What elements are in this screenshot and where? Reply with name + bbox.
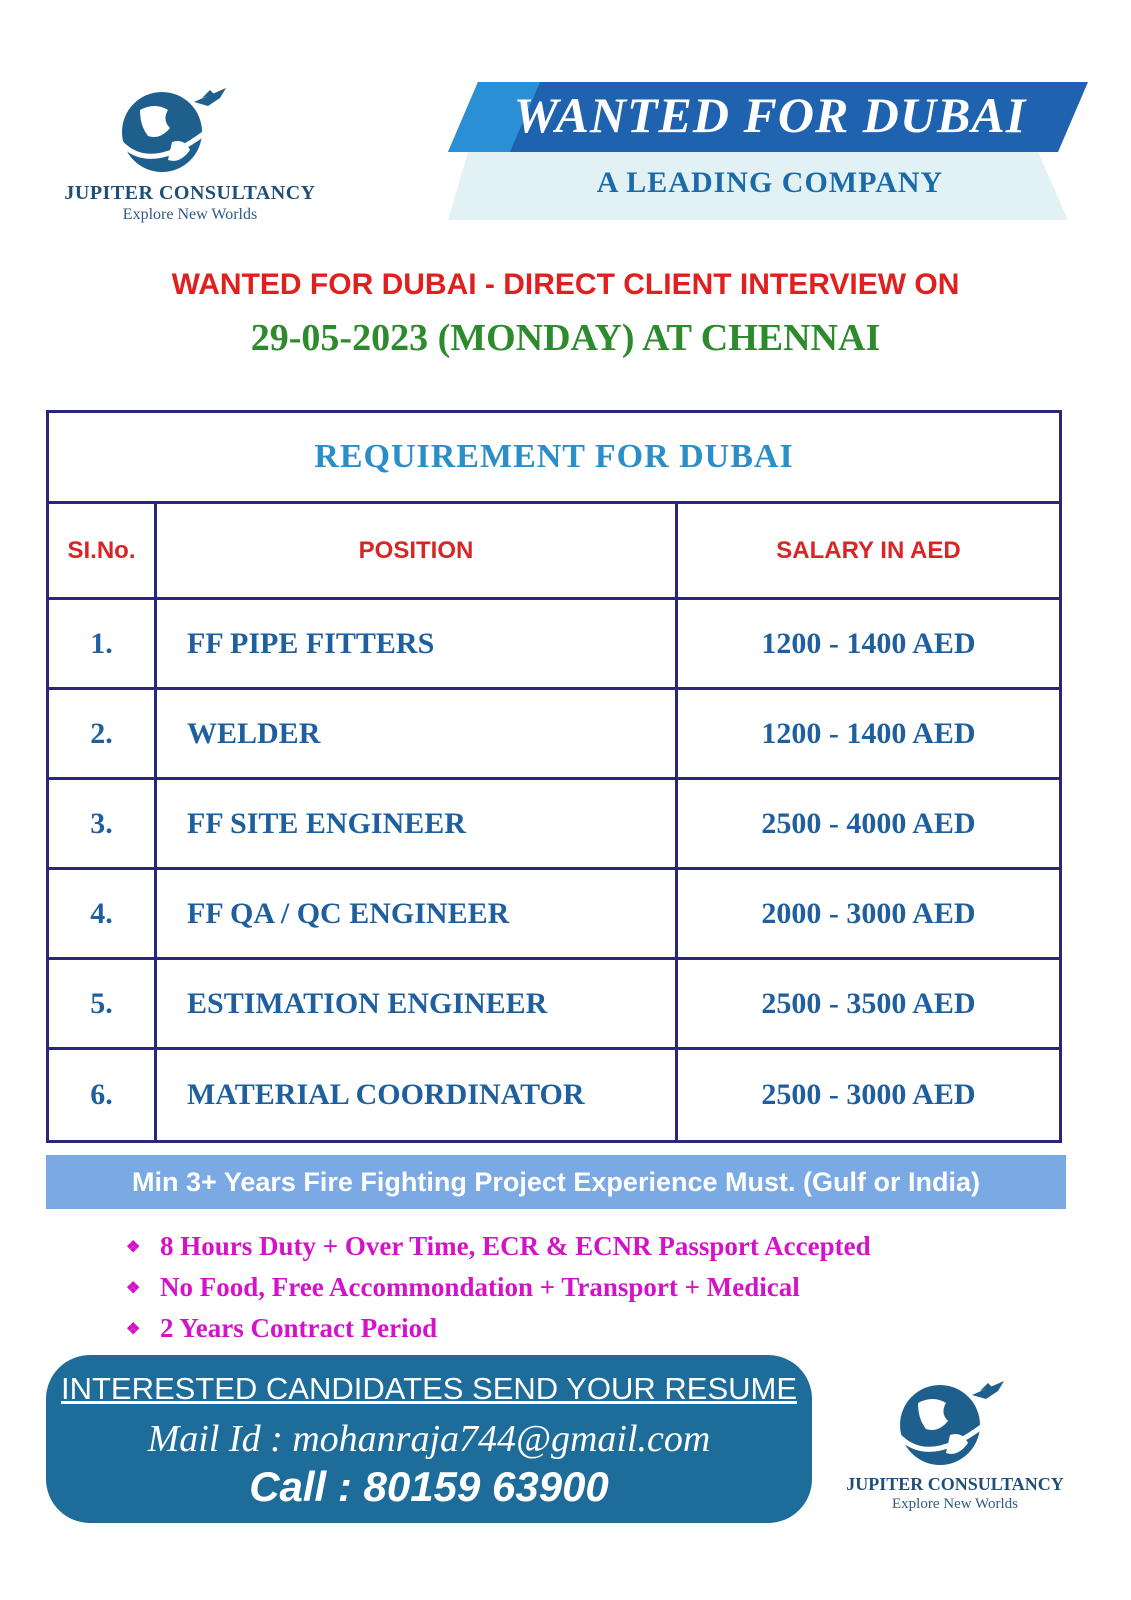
interview-headline: WANTED FOR DUBAI - DIRECT CLIENT INTERVIEW ON — [171, 268, 960, 301]
table-header-row — [49, 504, 1059, 600]
table-row — [49, 690, 1059, 780]
row-sl: 2. — [49, 690, 157, 777]
benefit-text: 2 Years Contract Period — [160, 1313, 438, 1343]
table-row — [49, 780, 1059, 870]
contact-box — [46, 1355, 812, 1523]
row-sl: 5. — [49, 960, 157, 1047]
row-position: MATERIAL COORDINATOR — [157, 1050, 678, 1140]
contact-phone[interactable]: Call : 80159 63900 — [249, 1463, 609, 1510]
row-sl: 4. — [49, 870, 157, 957]
row-sl: 1. — [49, 600, 157, 687]
row-position: FF PIPE FITTERS — [157, 600, 678, 687]
banner-subtitle: A LEADING COMPANY — [596, 166, 944, 199]
row-position: ESTIMATION ENGINEER — [157, 960, 678, 1047]
table-row — [49, 600, 1059, 690]
brand-name: JUPITER CONSULTANCY — [846, 1474, 1064, 1494]
row-salary: 2000 - 3000 AED — [761, 896, 976, 930]
list-item — [126, 1308, 1026, 1349]
list-item — [126, 1267, 1026, 1308]
requirement-table — [46, 410, 1062, 1143]
header-sl: SI.No. — [49, 504, 157, 597]
brand-tagline: Explore New Worlds — [892, 1496, 1018, 1512]
brand-name: JUPITER CONSULTANCY — [64, 182, 316, 204]
row-salary: 2500 - 3500 AED — [761, 986, 976, 1020]
contact-email[interactable]: Mail Id : mohanraja744@gmail.com — [147, 1418, 711, 1460]
row-sl: 6. — [49, 1050, 157, 1140]
benefit-text: 8 Hours Duty + Over Time, ECR & ECNR Passport Accepted — [160, 1231, 871, 1261]
banner-title: WANTED FOR DUBAI — [513, 87, 1027, 143]
diamond-bullet-icon: ❖ — [126, 1279, 141, 1297]
benefits-list — [126, 1226, 1026, 1349]
table-row — [49, 960, 1059, 1050]
row-salary: 2500 - 4000 AED — [761, 806, 976, 840]
row-position: FF QA / QC ENGINEER — [157, 870, 678, 957]
row-salary: 2500 - 3000 AED — [761, 1078, 976, 1111]
row-salary: 1200 - 1400 AED — [761, 626, 976, 660]
interview-date-location: 29-05-2023 (MONDAY) AT CHENNAI — [250, 317, 881, 359]
header-position: POSITION — [157, 504, 678, 597]
row-sl: 3. — [49, 780, 157, 867]
row-salary: 1200 - 1400 AED — [761, 716, 976, 750]
contact-heading: INTERESTED CANDIDATES SEND YOUR RESUME — [60, 1371, 798, 1406]
globe-airplane-logo-icon — [888, 1373, 1008, 1468]
benefit-text: No Food, Free Accommondation + Transport + Medical — [160, 1272, 800, 1302]
experience-banner: Min 3+ Years Fire Fighting Project Experience Must. (Gulf or India) — [46, 1155, 1066, 1209]
diamond-bullet-icon: ❖ — [126, 1320, 141, 1338]
list-item — [126, 1226, 1026, 1267]
table-title: REQUIREMENT FOR DUBAI — [49, 413, 1059, 504]
header-salary: SALARY IN AED — [776, 536, 961, 564]
table-row — [49, 1050, 1059, 1140]
row-position: WELDER — [157, 690, 678, 777]
table-row — [49, 870, 1059, 960]
row-position: FF SITE ENGINEER — [157, 780, 678, 867]
diamond-bullet-icon: ❖ — [126, 1238, 141, 1256]
brand-tagline: Explore New Worlds — [122, 206, 258, 223]
globe-airplane-logo-icon — [110, 80, 230, 175]
